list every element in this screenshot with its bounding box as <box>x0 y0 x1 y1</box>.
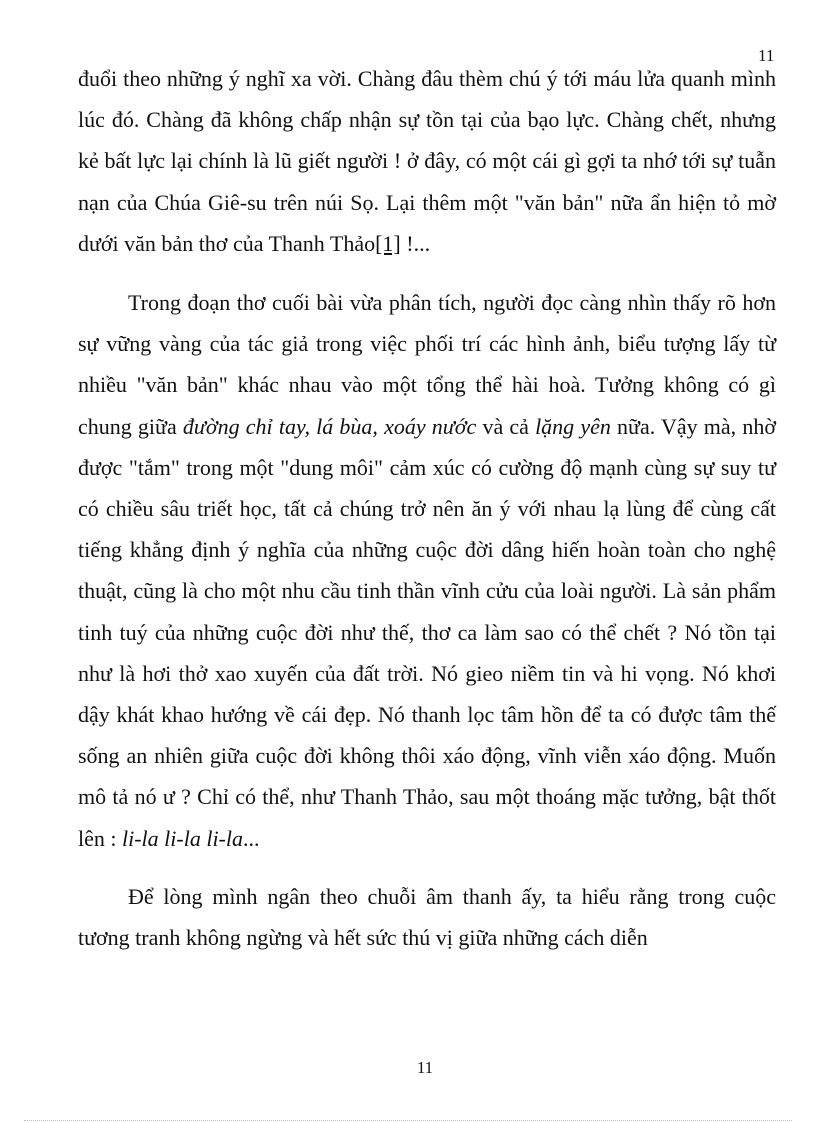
paragraph-1-text: đuổi theo những ý nghĩ xa vời. Chàng đâu thèm chú ý tới máu lửa quanh mình lúc đó. Chàng đã không chấp nhận sự tồn tại của bạo lực. Chàng chết, nhưng kẻ bất lực lại chính là lũ giết người ! ở đây, có một cái gì gợi ta nhớ tới sự tuẫn nạn của Chúa Giê-su trên núi Sọ. Lại thêm một "văn bản" nữa ẩn hiện tỏ mờ dưới văn bản thơ của Thanh Thảo <box>78 66 776 256</box>
paragraph-2-text-d: ... <box>243 825 260 851</box>
page-number-footer: 11 <box>416 1058 434 1077</box>
paragraph-1 <box>78 58 776 264</box>
paragraph-2-emphasis-b: lặng yên <box>535 413 611 439</box>
paragraph-1-tail: !... <box>400 230 431 256</box>
paragraph-3-text: Để lòng mình ngân theo chuỗi âm thanh ấy, ta hiểu rằng trong cuộc tương tranh không ngừng và hết sức thú vị giữa những cách diễn <box>78 883 776 951</box>
paragraph-2-text-a: Trong đoạn thơ cuối bài vừa phân tích, người đọc càng nhìn thấy rõ hơn sự vững vàng của tác giả trong việc phối trí các hình ảnh, biểu tượng lấy từ nhiều "văn bản" khác nhau vào một tổng thể hài hoà. Tưởng không có gì chung giữa <box>78 290 776 439</box>
page-number-header: 11 <box>758 46 775 65</box>
paragraph-3 <box>78 876 776 958</box>
paragraph-2-text-b: và cả <box>476 413 536 439</box>
page-bottom-edge <box>24 1120 792 1121</box>
body-text <box>78 58 776 958</box>
paragraph-2 <box>78 282 776 859</box>
paragraph-2-emphasis-a: đường chỉ tay, lá bùa, xoáy nước <box>182 413 477 439</box>
footnote-link[interactable]: [1] <box>375 230 401 256</box>
paragraph-2-emphasis-c: li-la li-la li-la <box>122 825 243 851</box>
paragraph-2-text-c: nữa. Vậy mà, nhờ được "tắm" trong một "dung môi" cảm xúc có cường độ mạnh cùng sự suy tư có chiều sâu triết học, tất cả chúng trở nên ăn ý với nhau lạ lùng để cùng cất tiếng khẳng định ý nghĩa của những cuộc đời dâng hiến hoàn toàn cho nghệ thuật, cũng là cho một nhu cầu tinh thần vĩnh cửu của loài người. Là sản phẩm tinh tuý của những cuộc đời như thế, thơ ca làm sao có thể chết ? Nó tồn tại như là hơi thở xao xuyến của đất trời. Nó gieo niềm tin và hi vọng. Nó khơi dậy khát khao hướng về cái đẹp. Nó thanh lọc tâm hồn để ta có được tâm thế sống an nhiên giữa cuộc đời không thôi xáo động, vĩnh viễn xáo động. Muốn mô tả nó ư ? Chỉ có thể, như Thanh Thảo, sau một thoáng mặc tưởng, bật thốt lên : <box>78 413 776 851</box>
